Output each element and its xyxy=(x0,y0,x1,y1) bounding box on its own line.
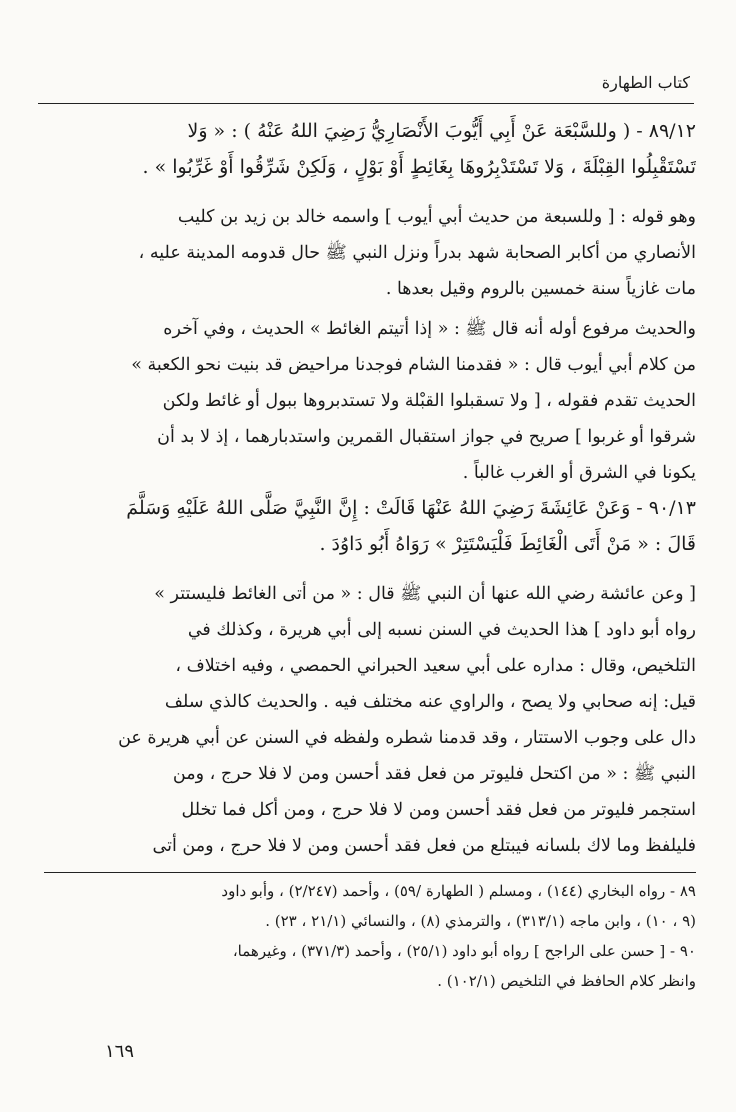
header-rule xyxy=(38,103,694,104)
hadith-90 xyxy=(44,490,696,562)
commentary-line: فليلفظ وما لاك بلسانه فيبتلع من فعل فقد أحسن ومن لا فلا حرج ، ومن أتى xyxy=(152,836,696,856)
page-number: ١٦٩ xyxy=(104,1041,134,1062)
footnote-line: ٨٩ - رواه البخاري (١٤٤) ، ومسلم ( الطهارة /٥٩) ، وأحمد (٢/٢٤٧) ، وأبو داود xyxy=(221,882,696,900)
footnote-line: ٩٠ - [ حسن على الراجح ] رواه أبو داود (٢٥/١) ، وأحمد (٣٧١/٣) ، وغيرهما، xyxy=(232,942,696,960)
commentary-line: وهو قوله : [ وللسبعة من حديث أبي أيوب ] واسمه خالد بن زيد بن كليب xyxy=(177,207,696,227)
commentary-line: النبي ﷺ : « من اكتحل فليوتر من فعل فقد أحسن ومن لا فلا حرج ، ومن xyxy=(172,764,696,784)
commentary-line: من كلام أبي أيوب قال : « فقدمنا الشام فوجدنا مراحيض قد بنيت نحو الكعبة » xyxy=(131,355,696,375)
commentary-line: استجمر فليوتر من فعل فقد أحسن ومن لا فلا حرج ، ومن أكل فما تخلل xyxy=(181,800,696,820)
footnote-line: وانظر كلام الحافظ في التلخيص (١٠٢/١) . xyxy=(437,972,696,990)
commentary-line: قيل: إنه صحابي ولا يصح ، والراوي عنه مختلف فيه . والحديث كالذي سلف xyxy=(164,692,696,712)
hadith-line: قَالَ : « مَنْ أَتَى الْغَائِطَ فَلْيَسْتَتِرْ » رَوَاهُ أَبُو دَاوُدَ . xyxy=(319,533,696,555)
commentary-paragraph xyxy=(44,576,696,864)
commentary-line: شرقوا أو غربوا ] صريح في جواز استقبال القمرين واستدبارهما ، إذ لا بد أن xyxy=(157,427,696,447)
hadith-line: ٩٠/١٣ - وَعَنْ عَائِشَةَ رَضِيَ اللهُ عَنْهَا قَالَتْ : إِنَّ النَّبِيَّ صَلَّى اللهُ عَلَيْهِ وَسَلَّمَ xyxy=(126,497,696,519)
commentary-line: الحديث تقدم فقوله ، [ ولا تسقبلوا القبْلة ولا تستدبروها ببول أو غائط ولكن xyxy=(162,391,696,411)
footnote-rule xyxy=(44,872,696,873)
footnotes xyxy=(44,876,696,996)
commentary-line: الأنصاري من أكابر الصحابة شهد بدراً ونزل النبي ﷺ حال قدومه المدينة عليه ، xyxy=(138,243,696,263)
hadith-line: تَسْتَقْبِلُوا القِبْلَةَ ، وَلا تَسْتَدْبِرُوهَا بِغَائِطٍ أَوْ بَوْلٍ ، وَلَكِنْ شَرِّقُوا أَوْ غَرِّبُوا » . xyxy=(142,156,696,178)
hadith-line: ٨٩/١٢ - ( وللسَّبْعَة عَنْ أَبِي أَيُّوبَ الأَنْصَارِيُّ رَضِيَ اللهُ عَنْهُ ) : « وَلا xyxy=(187,120,696,142)
commentary-line: [ وعن عائشة رضي الله عنها أن النبي ﷺ قال : « من أتى الغائط فليستتر » xyxy=(154,584,696,604)
commentary-paragraph xyxy=(44,199,696,307)
commentary-line: رواه أبو داود ] هذا الحديث في السنن نسبه إلى أبي هريرة ، وكذلك في xyxy=(187,620,696,640)
commentary-line: مات غازياً سنة خمسين بالروم وقيل بعدها . xyxy=(385,279,696,299)
commentary-line: دال على وجوب الاستتار ، وقد قدمنا شطره ولفظه في السنن عن أبي هريرة عن xyxy=(118,728,696,748)
footnote-line: (٩ ، ١٠) ، وابن ماجه (٣١٣/١) ، والترمذي (٨) ، والنسائي (٢١/١ ، ٢٣) . xyxy=(265,912,696,930)
commentary-paragraph xyxy=(44,311,696,491)
commentary-line: والحديث مرفوع أوله أنه قال ﷺ : « إذا أتيتم الغائط » الحديث ، وفي آخره xyxy=(163,319,696,339)
hadith-89 xyxy=(44,113,696,185)
commentary-line: التلخيص، وقال : مداره على أبي سعيد الحبراني الحمصي ، وفيه اختلاف ، xyxy=(175,656,696,676)
running-header-title: كتاب الطهارة xyxy=(601,73,690,92)
commentary-line: يكونا في الشرق أو الغرب غالباً . xyxy=(462,463,696,483)
